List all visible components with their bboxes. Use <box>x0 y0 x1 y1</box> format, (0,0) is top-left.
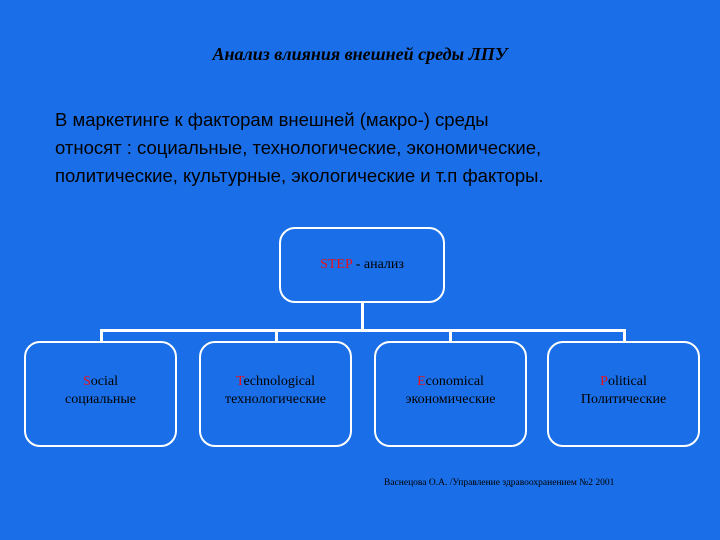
step-analysis-box <box>279 227 445 303</box>
intro-line-1: В маркетинге к факторам внешней (макро-) среды <box>55 109 489 130</box>
factor-box-social <box>24 341 177 447</box>
social-english: ocial <box>90 374 118 389</box>
technological-english: echnological <box>243 374 316 389</box>
connector-root-down <box>361 303 364 331</box>
factor-box-political <box>547 341 700 447</box>
economical-initial: E <box>417 374 426 389</box>
political-english: olitical <box>607 374 647 389</box>
intro-text <box>55 106 675 190</box>
source-credit: Васнецова О.А. /Управление здравоохранением №2 2001 <box>384 478 615 488</box>
slide-title: Анализ влияния внешней среды ЛПУ <box>212 44 508 64</box>
factor-box-technological <box>199 341 352 447</box>
economical-russian: экономические <box>405 392 496 407</box>
technological-russian: технологические <box>224 392 326 407</box>
connector-horizontal-bar <box>100 329 626 332</box>
political-russian: Политические <box>580 392 667 407</box>
technological-initial: T <box>235 374 244 389</box>
social-russian: социальные <box>64 392 137 407</box>
social-initial: S <box>82 374 91 389</box>
intro-line-3: политические, культурные, экологические и т.п факторы. <box>55 165 544 186</box>
intro-line-2: относят : социальные, технологические, экономические, <box>55 137 542 158</box>
political-initial: P <box>600 374 608 389</box>
factor-box-economical <box>374 341 527 447</box>
economical-english: conomical <box>425 374 484 389</box>
step-analysis-label <box>281 257 443 273</box>
step-analysis-suffix: - анализ <box>352 257 404 272</box>
step-acronym: STEP <box>320 257 353 272</box>
